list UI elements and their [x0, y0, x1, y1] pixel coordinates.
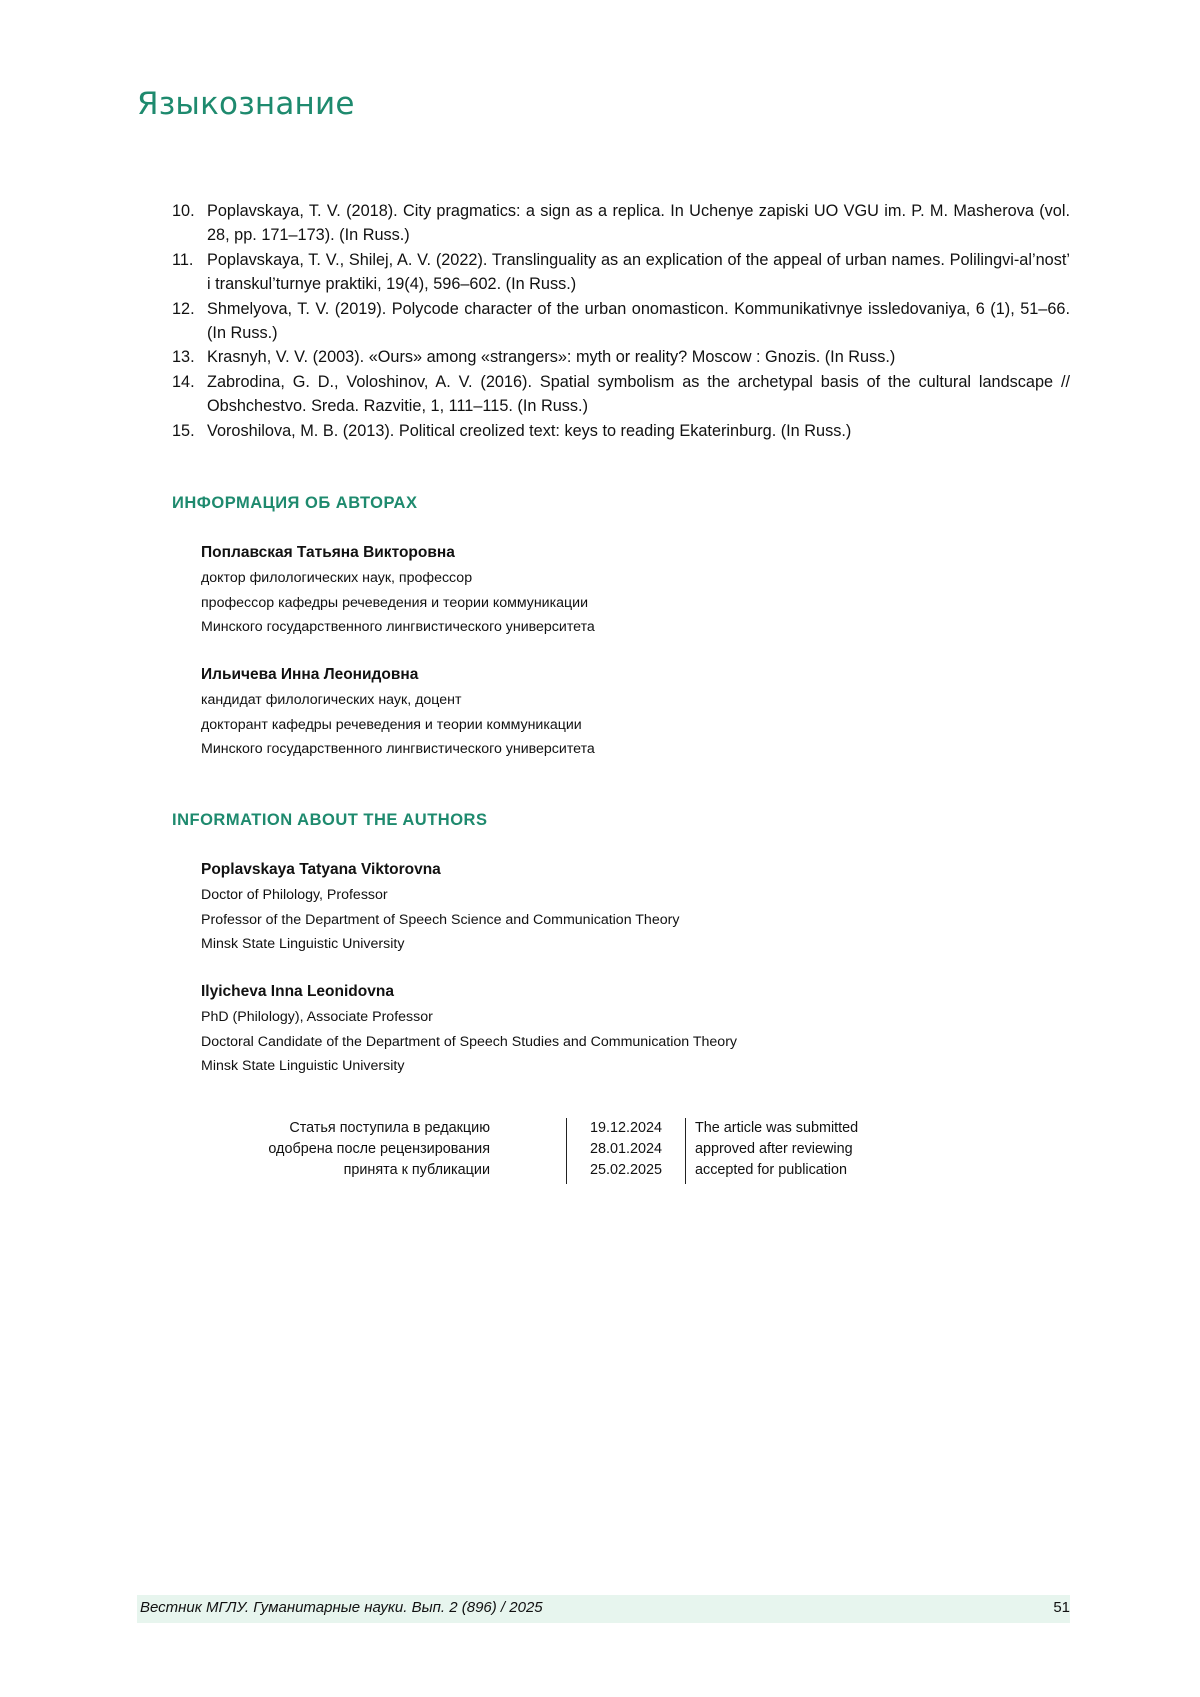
page-number: 51 — [1030, 1599, 1070, 1616]
reference-item: 12. Shmelyova, T. V. (2019). Polycode character of the urban onomasticon. Kommunikativnye issledovaniya, 6 (1), 51–66. (In Russ.) — [172, 297, 1070, 346]
author-block — [201, 979, 1001, 1079]
submission-dates — [270, 1118, 880, 1184]
authors-heading-en: INFORMATION ABOUT THE AUTHORS — [172, 811, 487, 830]
journal-title: Вестник МГЛУ. Гуманитарные науки. Вып. 2 (896) / 2025 — [140, 1599, 543, 1616]
author-block — [201, 857, 1001, 957]
author-degree: доктор филологических наук, профессор — [201, 566, 1001, 591]
reference-list — [172, 199, 1070, 443]
author-block — [201, 540, 1001, 640]
author-position: профессор кафедры речеведения и теории коммуникации — [201, 591, 1001, 616]
dates-values: 19.12.2024 28.01.2024 25.02.2025 — [566, 1118, 686, 1184]
reference-item: 11. Poplavskaya, T. V., Shilej, A. V. (2022). Translinguality as an explication of the appeal of urban names. Polilingvi-al’nost’ i transkul’turnye praktiki, 19(4), 596–602. (In Russ.) — [172, 248, 1070, 297]
section-title: Языкознание — [137, 86, 355, 122]
author-affiliation: Minsk State Linguistic University — [201, 932, 1001, 957]
authors-heading-ru: ИНФОРМАЦИЯ ОБ АВТОРАХ — [172, 494, 417, 513]
author-degree: Doctor of Philology, Professor — [201, 883, 1001, 908]
author-position: докторант кафедры речеведения и теории коммуникации — [201, 713, 1001, 738]
reference-item: 13. Krasnyh, V. V. (2003). «Ours» among «strangers»: myth or reality? Moscow : Gnozis. (In Russ.) — [172, 345, 1070, 369]
author-position: Professor of the Department of Speech Science and Communication Theory — [201, 908, 1001, 933]
author-affiliation: Минского государственного лингвистического университета — [201, 615, 1001, 640]
author-affiliation: Minsk State Linguistic University — [201, 1054, 1001, 1079]
reference-item: 15. Voroshilova, M. B. (2013). Political creolized text: keys to reading Ekaterinburg. (In Russ.) — [172, 419, 1070, 443]
author-name: Ильичева Инна Леонидовна — [201, 662, 1001, 688]
reference-item: 14. Zabrodina, G. D., Voloshinov, A. V. (2016). Spatial symbolism as the archetypal basis of the cultural landscape // Obshchestvo. Sreda. Razvitie, 1, 111–115. (In Russ.) — [172, 370, 1070, 419]
author-name: Поплавская Татьяна Викторовна — [201, 540, 1001, 566]
author-name: Poplavskaya Tatyana Viktorovna — [201, 857, 1001, 883]
dates-labels-en: The article was submitted approved after reviewing accepted for publication — [683, 1118, 913, 1181]
author-name: Ilyicheva Inna Leonidovna — [201, 979, 1001, 1005]
dates-labels-ru: Статья поступила в редакцию одобрена после рецензирования принята к публикации — [190, 1118, 490, 1181]
author-affiliation: Минского государственного лингвистического университета — [201, 737, 1001, 762]
reference-item: 10. Poplavskaya, T. V. (2018). City pragmatics: a sign as a replica. In Uchenye zapiski UO VGU im. P. M. Masherova (vol. 28, pp. 171–173). (In Russ.) — [172, 199, 1070, 248]
author-degree: кандидат филологических наук, доцент — [201, 688, 1001, 713]
author-degree: PhD (Philology), Associate Professor — [201, 1005, 1001, 1030]
author-position: Doctoral Candidate of the Department of Speech Studies and Communication Theory — [201, 1030, 1001, 1055]
author-block — [201, 662, 1001, 762]
